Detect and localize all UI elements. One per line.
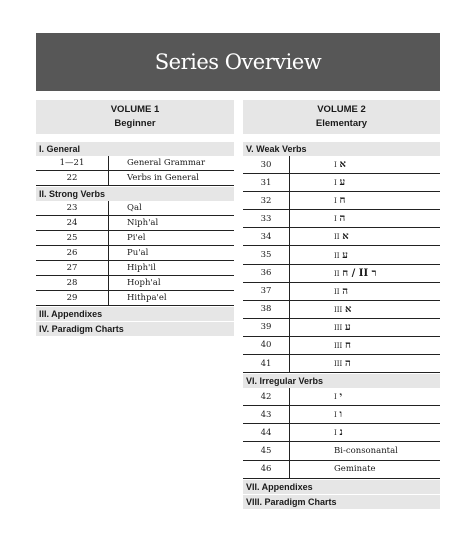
chapter-number: 26 [66, 248, 78, 258]
chapter-number: 37 [260, 286, 272, 297]
hebrew-letter: ח [339, 195, 346, 207]
volume-1-heading: VOLUME 1 [110, 104, 160, 115]
chapter-topic: Niph'al [127, 218, 159, 228]
chapter-topic [290, 304, 351, 315]
volume-2-column [243, 100, 440, 509]
weak-position-label: I [334, 429, 337, 438]
chapter-topic [290, 358, 351, 369]
series-overview-banner [36, 33, 440, 91]
section-heading: VI. Irregular Verbs [243, 374, 440, 388]
table-row [243, 388, 440, 406]
table-row [243, 355, 440, 373]
chapter-number: 24 [66, 218, 78, 228]
table-row [243, 192, 440, 210]
chapter-number: 29 [66, 293, 78, 303]
chapter-topic: Bi-consonantal [334, 445, 398, 456]
hebrew-letter: א [345, 303, 352, 315]
chapter-topic [290, 340, 351, 351]
weak-position-label: I [334, 215, 337, 224]
volume-2-heading: VOLUME 2 [317, 104, 366, 115]
volume-1-contents [36, 142, 234, 336]
weak-position-label: II [334, 251, 340, 260]
chapter-topic: Hithpa'el [127, 293, 167, 303]
table-row [243, 283, 440, 301]
hebrew-letter: נ [339, 427, 343, 439]
chapter-number: 45 [260, 445, 272, 456]
chapter-number: 35 [260, 250, 272, 261]
table-row [36, 201, 234, 216]
hebrew-letter: ה [339, 213, 346, 225]
volume-1-header [36, 100, 234, 134]
weak-position-label: I [334, 197, 337, 206]
chapter-topic [290, 195, 345, 206]
section-heading: II. Strong Verbs [36, 187, 234, 201]
table-row [243, 461, 440, 479]
weak-position-label: I [334, 393, 337, 402]
section-heading: III. Appendixes [36, 307, 234, 321]
weak-position-label: II [334, 269, 340, 278]
hebrew-letter: ה [342, 285, 348, 297]
table-row [36, 171, 234, 186]
table-row [36, 246, 234, 261]
hebrew-letter: ע [342, 249, 348, 261]
table-row [243, 246, 440, 264]
chapter-number: 27 [66, 263, 78, 273]
weak-position-label: III [334, 305, 343, 314]
chapter-number: 41 [260, 358, 272, 369]
page-title: Series Overview [154, 50, 322, 74]
table-row [243, 442, 440, 460]
chapter-topic [290, 250, 348, 261]
table-row [36, 156, 234, 171]
table-row [243, 210, 440, 228]
chapter-number: 31 [260, 177, 272, 188]
chapter-topic [290, 213, 345, 224]
volume-2-contents [243, 142, 440, 509]
chapter-topic [290, 427, 343, 438]
table-row [243, 406, 440, 424]
hebrew-letter: ח / II ר [342, 267, 377, 279]
chapter-number: 28 [66, 278, 78, 288]
table-row [243, 424, 440, 442]
chapter-topic: Geminate [334, 464, 376, 475]
volume-2-subheading: Elementary [315, 118, 368, 129]
weak-position-label: I [334, 161, 337, 170]
chapter-number: 22 [66, 173, 78, 183]
hebrew-letter: י [339, 391, 343, 403]
chapter-topic: Qal [127, 203, 142, 213]
chapter-topic [290, 391, 342, 402]
table-row [243, 228, 440, 246]
chapter-number: 40 [260, 340, 272, 351]
chapter-topic: General Grammar [127, 158, 206, 168]
chapter-topic [290, 409, 342, 420]
table-row [243, 319, 440, 337]
chapter-topic [290, 159, 346, 170]
chapter-number: 43 [260, 409, 272, 420]
table-row [36, 291, 234, 306]
chapter-number: 1—21 [59, 158, 85, 168]
hebrew-letter: ע [345, 321, 351, 333]
chapter-topic: Hoph'al [127, 278, 161, 288]
table-row [243, 174, 440, 192]
table-row [243, 337, 440, 355]
chapter-number: 46 [260, 464, 272, 475]
chapter-topic: Pu'al [127, 248, 149, 258]
volume-1-column [36, 100, 234, 336]
weak-position-label: I [334, 179, 337, 188]
hebrew-letter: ח [345, 339, 351, 351]
chapter-number: 42 [260, 391, 272, 402]
hebrew-letter: ה [345, 358, 351, 370]
chapter-number: 38 [260, 304, 272, 315]
chapter-number: 25 [66, 233, 78, 243]
chapter-topic: Hiph'il [127, 263, 156, 273]
section-heading: IV. Paradigm Charts [36, 322, 234, 336]
chapter-topic [290, 286, 348, 297]
weak-position-label: III [334, 360, 343, 369]
table-row [243, 156, 440, 174]
chapter-number: 30 [260, 159, 272, 170]
volume-2-header [243, 100, 440, 134]
weak-position-label: III [334, 323, 343, 332]
chapter-topic: Pi'el [127, 233, 146, 243]
weak-position-label: I [334, 411, 337, 420]
table-row [36, 276, 234, 291]
hebrew-letter: א [342, 231, 349, 243]
table-row [243, 265, 440, 283]
hebrew-letter: ע [339, 177, 346, 189]
table-row [36, 261, 234, 276]
chapter-number: 44 [260, 427, 272, 438]
hebrew-letter: א [339, 159, 346, 171]
section-heading: VII. Appendixes [243, 480, 440, 494]
table-row [36, 216, 234, 231]
table-row [36, 231, 234, 246]
chapter-number: 39 [260, 322, 272, 333]
chapter-number: 32 [260, 195, 272, 206]
chapter-topic [290, 322, 351, 333]
chapter-topic [290, 268, 377, 279]
volume-1-subheading: Beginner [114, 118, 156, 129]
section-heading: VIII. Paradigm Charts [243, 495, 440, 509]
weak-position-label: II [334, 287, 340, 296]
section-heading: V. Weak Verbs [243, 142, 440, 156]
weak-position-label: III [334, 341, 343, 350]
table-row [243, 301, 440, 319]
chapter-number: 34 [260, 231, 272, 242]
chapter-number: 36 [260, 268, 272, 279]
hebrew-letter: ו [339, 409, 343, 421]
chapter-number: 33 [260, 213, 272, 224]
weak-position-label: II [334, 233, 340, 242]
section-heading: I. General [36, 142, 234, 156]
chapter-number: 23 [66, 203, 78, 213]
chapter-topic [290, 177, 345, 188]
chapter-topic [290, 231, 349, 242]
chapter-topic: Verbs in General [127, 173, 200, 183]
